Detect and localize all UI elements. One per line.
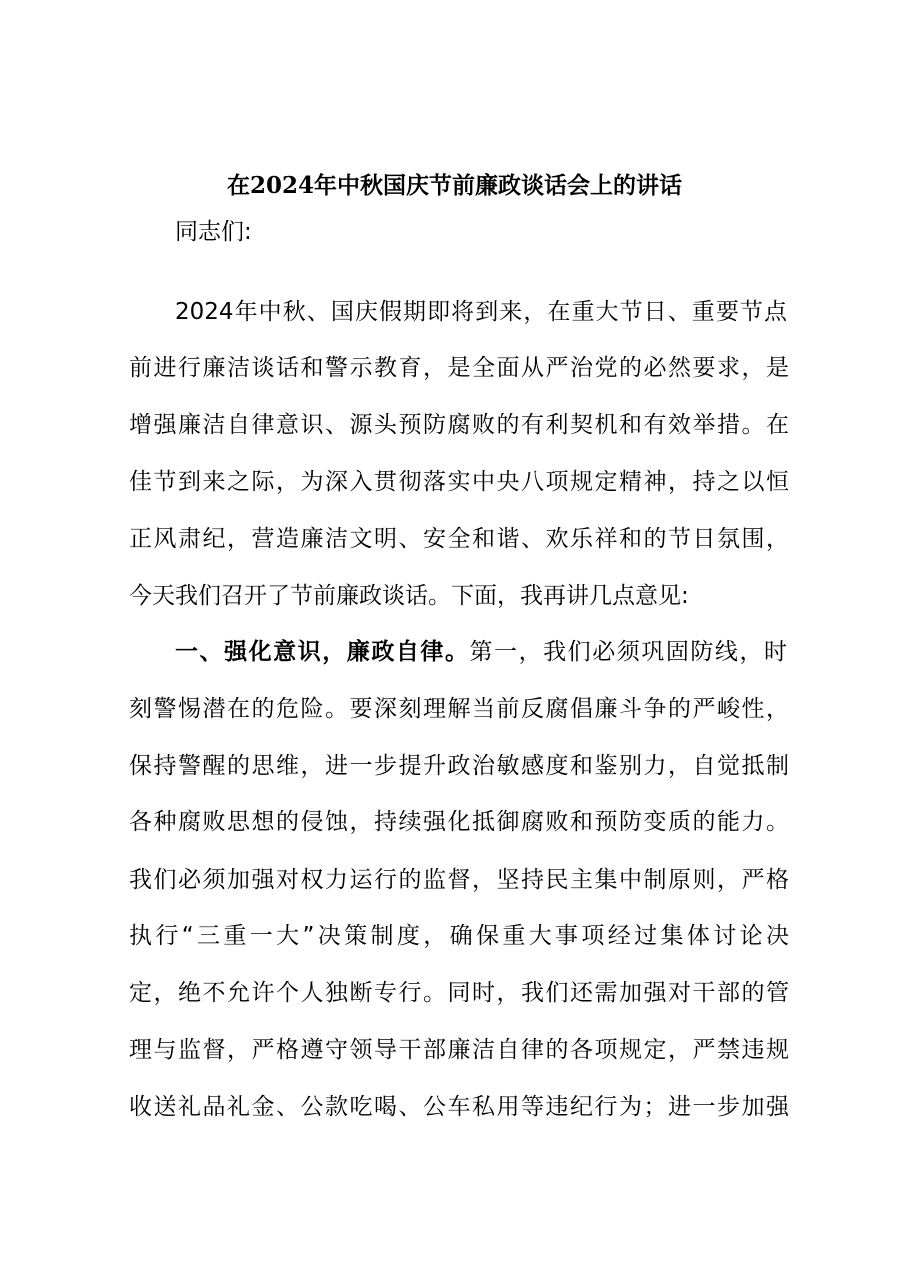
paragraph-line: 我们必须加强对权力运行的监督，坚持民主集中制原则，严格 [129,867,789,893]
paragraph-line: 收送礼品礼金、公款吃喝、公车私用等违纪行为；进一步加强 [129,1094,789,1120]
paragraph-line: 理与监督，严格遵守领导干部廉洁自律的各项规定，严禁违规 [129,1037,789,1063]
paragraph-line: 2024年中秋、国庆假期即将到来，在重大节日、重要节点 [175,299,787,325]
paragraph-line: 正风肃纪，营造廉洁文明、安全和谐、欢乐祥和的节日氛围， [129,526,789,552]
paragraph-line: 保持警醒的思维，进一步提升政治敏感度和鉴别力，自觉抵制 [129,753,789,779]
paragraph-line: 执行“三重一大”决策制度，确保重大事项经过集体讨论决 [129,923,789,949]
paragraph-line: 今天我们召开了节前廉政谈话。下面，我再讲几点意见: [129,583,689,609]
paragraph-line: 增强廉洁自律意识、源头预防腐败的有利契机和有效举措。在 [129,412,789,438]
section-first-line-text: 第一，我们必须巩固防线，时 [469,639,788,665]
paragraph-line: 刻警惕潜在的危险。要深刻理解当前反腐倡廉斗争的严峻性， [129,696,789,722]
paragraph-line: 佳节到来之际，为深入贯彻落实中央八项规定精神，持之以恒 [129,469,789,495]
paragraph-line: 前进行廉洁谈话和警示教育，是全面从严治党的必然要求，是 [129,355,789,381]
document-title: 在2024年中秋国庆节前廉政谈话会上的讲话 [226,172,682,199]
paragraph-line: 各种腐败思想的侵蚀，持续强化抵御腐败和预防变质的能力。 [129,809,789,835]
section-heading: 一、强化意识，廉政自律。 [175,639,470,665]
section-heading-line [175,632,787,672]
paragraph-line: 定，绝不允许个人独断专行。同时，我们还需加强对干部的管 [129,980,789,1006]
salutation: 同志们: [175,219,252,245]
